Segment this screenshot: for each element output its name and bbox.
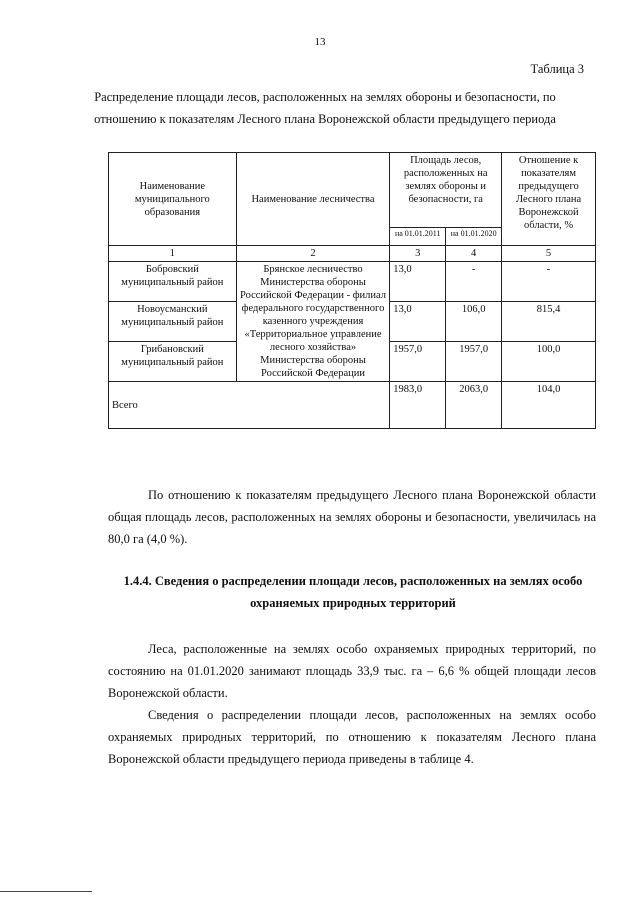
area-2011-cell: 13,0: [390, 302, 446, 342]
col-number: 5: [502, 246, 596, 262]
column-numbers-row: [109, 246, 596, 262]
header-area-2011: на 01.01.2011: [390, 228, 446, 246]
table-total-row: [109, 382, 596, 429]
paragraph-protected-areas: Леса, расположенные на землях особо охраняемых природных территорий, по состоянию на 01.01.2020 занимают площадь 33,9 тыс. га – 6,6 % общей площади лесов Воронежской области.: [108, 642, 596, 700]
table-label: Таблица 3: [530, 62, 584, 76]
ratio-cell: 815,4: [502, 302, 596, 342]
paragraph-table-reference: Сведения о распределении площади лесов, расположенных на землях особо охраняемых природных территорий, по отношению к показателям Лесного плана Воронежской области предыдущего периода приведены в таблице 4.: [108, 708, 596, 766]
municipality-cell: Бобровский муниципальный район: [109, 262, 237, 302]
header-area-2020: на 01.01.2020: [446, 228, 502, 246]
header-ratio: Отношение к показателям предыдущего Лесного плана Воронежской области, %: [502, 153, 596, 246]
col-number: 4: [446, 246, 502, 262]
table-header-row: [109, 153, 596, 228]
paragraph-defense-lands: По отношению к показателям предыдущего Лесного плана Воронежской области общая площадь лесов, расположенных на землях обороны и безопасности, увеличилась на 80,0 га (4,0 %).: [108, 488, 596, 546]
total-area-2020-cell: 2063,0: [446, 382, 502, 429]
table-caption: Распределение площади лесов, расположенных на землях обороны и безопасности, по отношению к показателям Лесного плана Воронежской области предыдущего периода: [94, 90, 556, 126]
header-municipality: Наименование муниципального образования: [109, 153, 237, 246]
area-2020-cell: 1957,0: [446, 342, 502, 382]
forest-area-table: [108, 152, 596, 429]
total-ratio-cell: 104,0: [502, 382, 596, 429]
municipality-cell: Грибановский муниципальный район: [109, 342, 237, 382]
municipality-cell: Новоусманский муниципальный район: [109, 302, 237, 342]
forestry-cell: Брянское лесничество Министерства обороны Российской Федерации - филиал федерального государственного казенного учреждения «Территориальное управление лесного хозяйства» Министерства обороны Российской Федерации: [236, 262, 390, 382]
ratio-cell: -: [502, 262, 596, 302]
table-row: [109, 262, 596, 302]
col-number: 3: [390, 246, 446, 262]
total-area-2011-cell: 1983,0: [390, 382, 446, 429]
area-2020-cell: -: [446, 262, 502, 302]
header-forestry: Наименование лесничества: [236, 153, 390, 246]
col-number: 2: [236, 246, 390, 262]
col-number: 1: [109, 246, 237, 262]
footnote-divider: [0, 891, 92, 892]
section-heading: 1.4.4. Сведения о распределении площади лесов, расположенных на землях особо охраняемых природных территорий: [123, 574, 583, 610]
total-label-cell: Всего: [109, 382, 390, 429]
area-2020-cell: 106,0: [446, 302, 502, 342]
header-area: Площадь лесов, расположенных на землях обороны и безопасности, га: [390, 153, 502, 228]
page-number: 13: [314, 36, 326, 48]
ratio-cell: 100,0: [502, 342, 596, 382]
area-2011-cell: 13,0: [390, 262, 446, 302]
area-2011-cell: 1957,0: [390, 342, 446, 382]
